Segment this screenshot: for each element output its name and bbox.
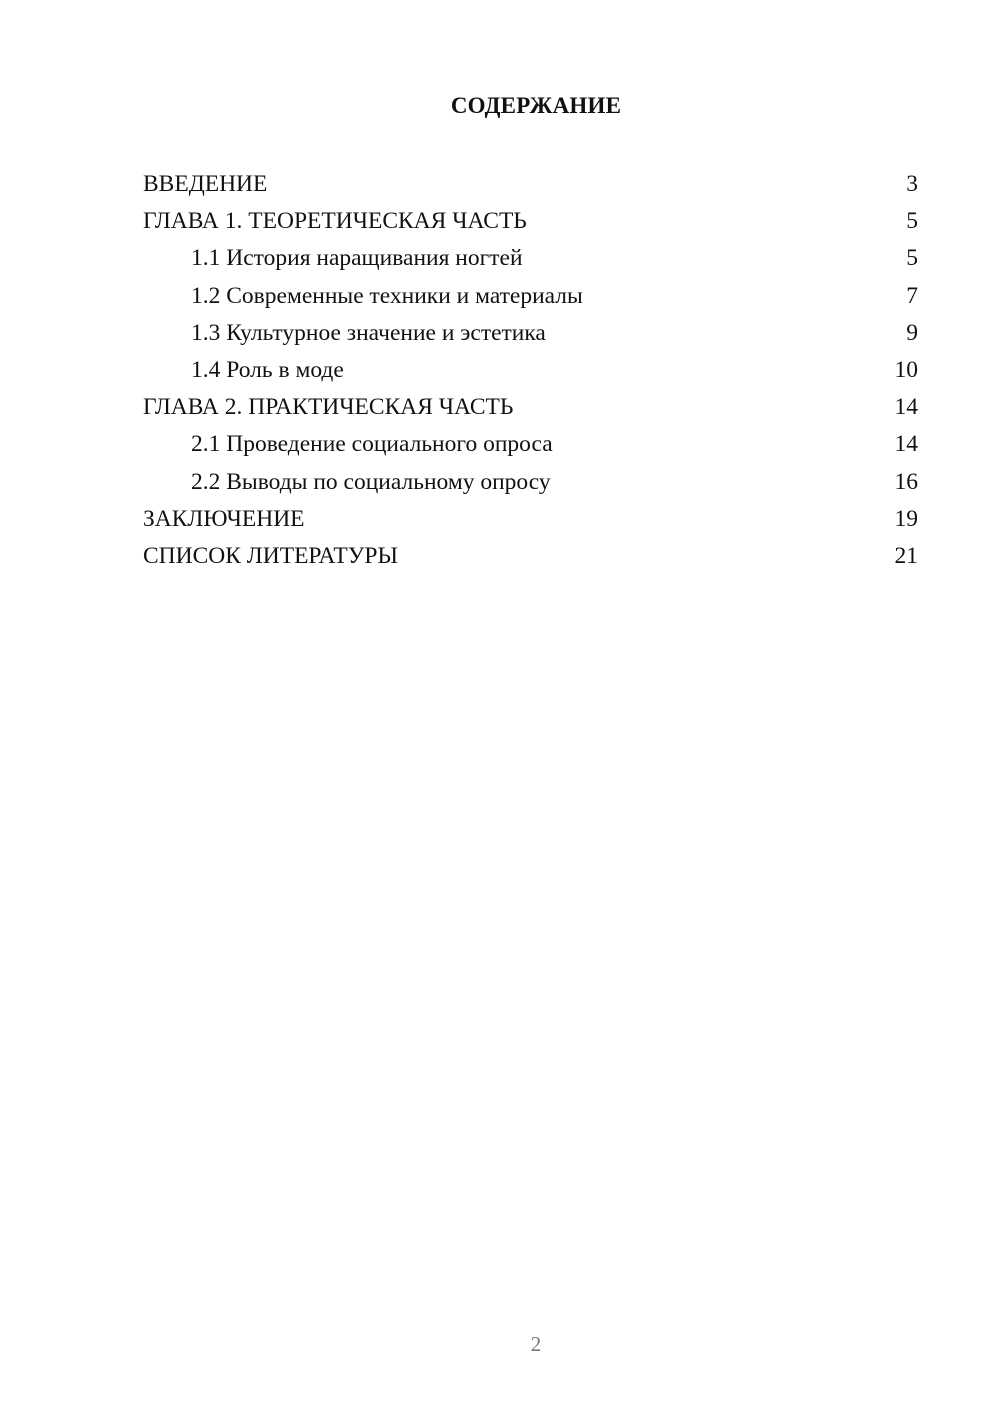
toc-entry-page: 21 bbox=[894, 542, 918, 569]
toc-entry-page: 19 bbox=[894, 505, 918, 532]
toc-entry-section-1-2[interactable] bbox=[143, 278, 918, 315]
toc-entry-page: 16 bbox=[894, 468, 918, 495]
toc-entry-page: 5 bbox=[906, 208, 918, 235]
toc-entry-page: 14 bbox=[894, 394, 918, 421]
toc-entry-section-1-1[interactable] bbox=[143, 240, 918, 277]
toc-entry-label: 2.2 Выводы по социальному опросу bbox=[191, 468, 551, 495]
toc-entry-bibliography[interactable] bbox=[143, 538, 918, 575]
toc-entry-label: ЗАКЛЮЧЕНИЕ bbox=[143, 505, 305, 532]
toc-entry-section-2-1[interactable] bbox=[143, 426, 918, 463]
toc-entry-label: СПИСОК ЛИТЕРАТУРЫ bbox=[143, 542, 398, 569]
toc-entry-label: 1.1 История наращивания ногтей bbox=[191, 245, 523, 272]
toc-entry-chapter-1[interactable] bbox=[143, 203, 918, 240]
page-number: 2 bbox=[530, 1332, 542, 1356]
toc-entry-label: 1.3 Культурное значение и эстетика bbox=[191, 319, 546, 346]
toc-entry-label: 2.1 Проведение социального опроса bbox=[191, 431, 553, 458]
toc-entry-page: 5 bbox=[906, 245, 918, 272]
toc-entry-section-2-2[interactable] bbox=[143, 464, 918, 501]
toc-entry-chapter-2[interactable] bbox=[143, 389, 918, 426]
toc-entry-label: ГЛАВА 1. ТЕОРЕТИЧЕСКАЯ ЧАСТЬ bbox=[143, 208, 527, 235]
page-title: СОДЕРЖАНИЕ bbox=[450, 93, 622, 118]
toc-entry-label: 1.2 Современные техники и материалы bbox=[191, 282, 583, 309]
toc-entry-conclusion[interactable] bbox=[143, 501, 918, 538]
table-of-contents bbox=[143, 166, 918, 575]
toc-entry-section-1-3[interactable] bbox=[143, 315, 918, 352]
toc-entry-section-1-4[interactable] bbox=[143, 352, 918, 389]
toc-entry-page: 9 bbox=[906, 319, 918, 346]
toc-entry-introduction[interactable] bbox=[143, 166, 918, 203]
toc-entry-page: 3 bbox=[906, 171, 918, 197]
toc-entry-label: ГЛАВА 2. ПРАКТИЧЕСКАЯ ЧАСТЬ bbox=[143, 394, 514, 421]
toc-entry-page: 10 bbox=[894, 356, 918, 383]
toc-entry-page: 7 bbox=[906, 282, 918, 309]
toc-entry-label: ВВЕДЕНИЕ bbox=[143, 171, 268, 197]
toc-entry-label: 1.4 Роль в моде bbox=[191, 356, 344, 383]
toc-entry-page: 14 bbox=[894, 431, 918, 458]
